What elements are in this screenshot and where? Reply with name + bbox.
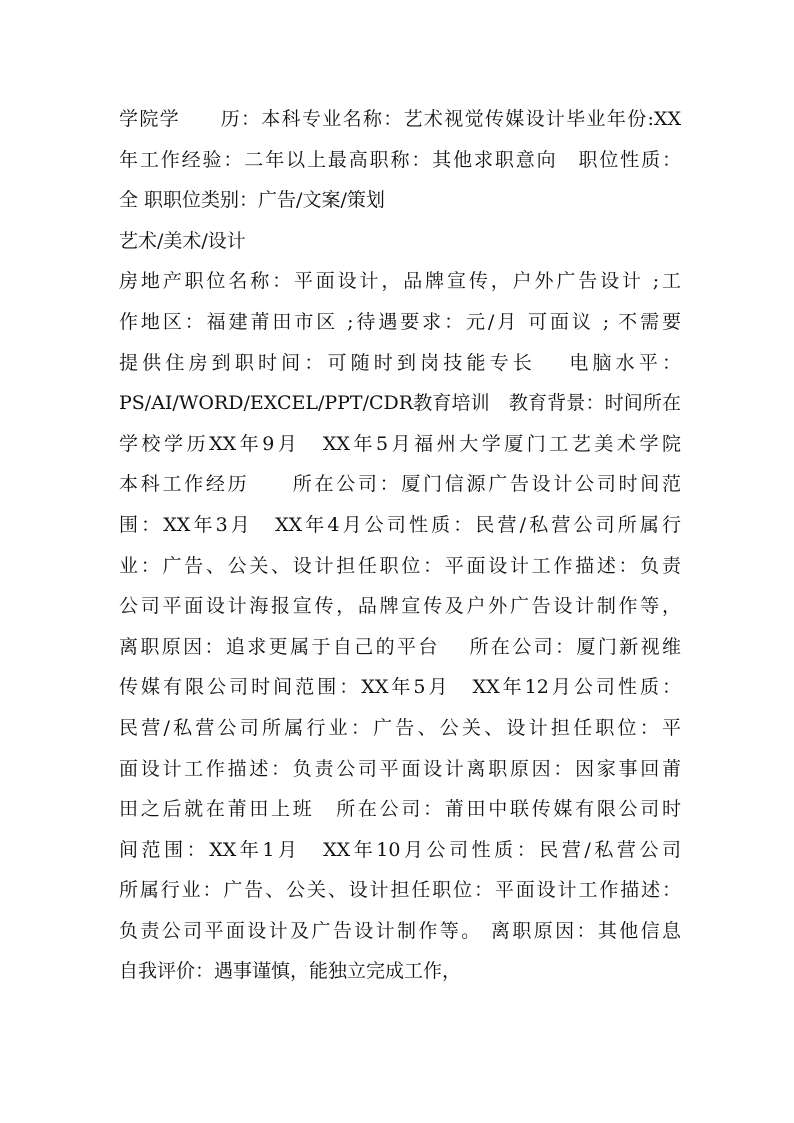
text-line: 本科工作经历 所在公司：厦门信源广告设计公司时间范 bbox=[119, 473, 681, 496]
text-line: 年工作经验：二年以上最高职称：其他求职意向 职位性质： bbox=[119, 148, 681, 171]
text-line: 公司平面设计海报宣传，品牌宣传及户外广告设计制作等， bbox=[119, 595, 681, 618]
text-line: 艺术/美术/设计 bbox=[119, 229, 246, 252]
text-line: 自我评价：遇事谨慎，能独立完成工作， bbox=[119, 960, 462, 983]
text-line: 传媒有限公司时间范围：XX年5月 XX年12月公司性质： bbox=[119, 676, 681, 699]
text-line: 负责公司平面设计及广告设计制作等。 离职原因：其他信息 bbox=[119, 919, 681, 942]
resume-body-text bbox=[119, 99, 681, 992]
text-line: 间范围：XX年1月 XX年10月公司性质：民营/私营公司 bbox=[119, 838, 681, 861]
text-line: 民营/私营公司所属行业：广告、公关、设计担任职位：平 bbox=[119, 716, 681, 739]
text-line: PS/AI/WORD/EXCEL/PPT/CDR教育培训 教育背景：时间所在 bbox=[119, 392, 681, 415]
text-line: 学校学历XX年9月 XX年5月福州大学厦门工艺美术学院 bbox=[119, 432, 681, 455]
text-line: 学院学 历：本科专业名称：艺术视觉传媒设计毕业年份:XX bbox=[119, 108, 681, 130]
text-line: 作地区：福建莆田市区 ;待遇要求：元/月 可面议 ; 不需要 bbox=[119, 310, 681, 333]
text-line: 所属行业：广告、公关、设计担任职位：平面设计工作描述： bbox=[119, 879, 681, 902]
text-line: 提供住房到职时间：可随时到岗技能专长 电脑水平： bbox=[119, 351, 681, 374]
text-line: 围：XX年3月 XX年4月公司性质：民营/私营公司所属行 bbox=[119, 513, 681, 536]
text-line: 离职原因：追求更属于自己的平台 所在公司：厦门新视维 bbox=[119, 635, 681, 658]
text-line: 田之后就在莆田上班 所在公司：莆田中联传媒有限公司时 bbox=[119, 798, 681, 821]
text-line: 房地产职位名称：平面设计，品牌宣传，户外广告设计 ;工 bbox=[119, 270, 681, 293]
text-line: 业：广告、公关、设计担任职位：平面设计工作描述：负责 bbox=[119, 554, 681, 577]
text-line: 全 职职位类别：广告/文案/策划 bbox=[119, 189, 385, 212]
text-line: 面设计工作描述：负责公司平面设计离职原因：因家事回莆 bbox=[119, 757, 681, 780]
